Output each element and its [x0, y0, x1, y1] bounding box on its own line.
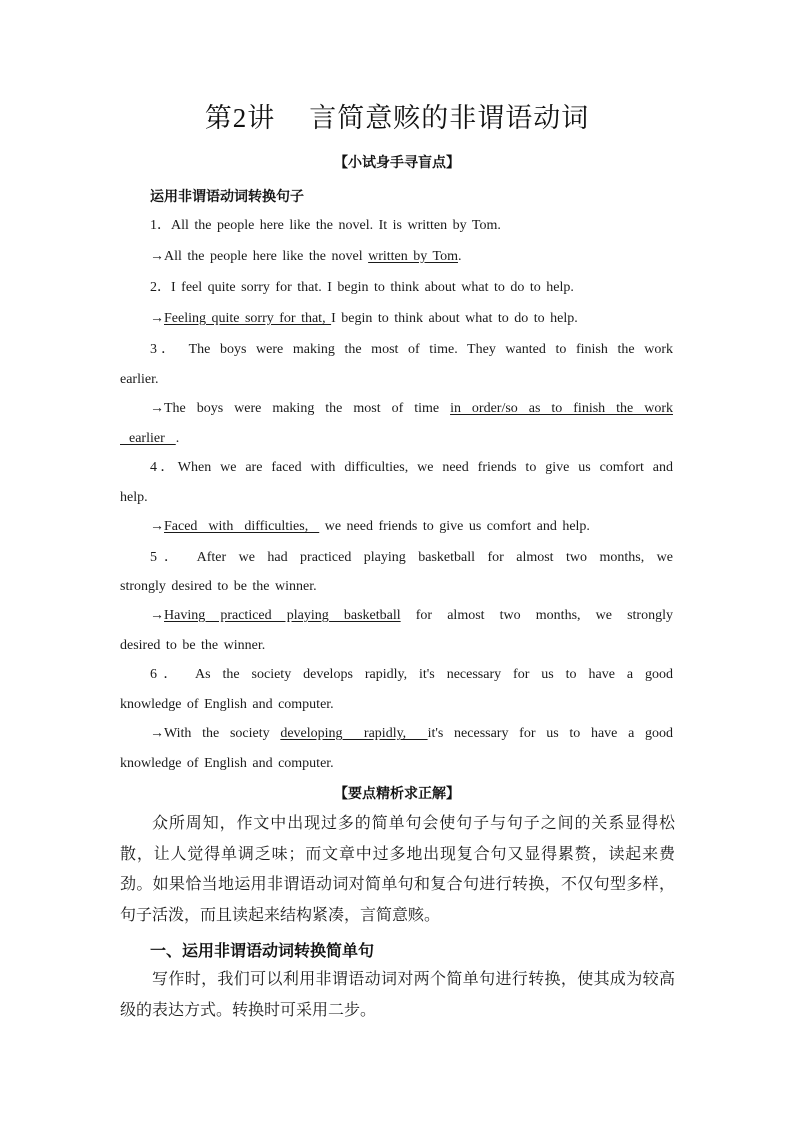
body-paragraph: 写作时，我们可以利用非谓语动词对两个简单句进行转换，使其成为较高级的表达方式。转换时可采用二步。	[120, 969, 675, 1019]
exercise-6-answer-line2: knowledge of English and computer.	[120, 756, 334, 771]
exercise-5-question-line1: 5． After we had practiced playing basketball for almost two months, we	[150, 550, 673, 565]
exercise-4-answer: →Faced with difficulties, we need friends to give us comfort and help.	[150, 519, 590, 534]
exercise-1-answer: →All the people here like the novel written by Tom.	[150, 249, 462, 264]
exercise-2-question: 2．I feel quite sorry for that. I begin to think about what to do to help.	[150, 280, 574, 295]
section-heading-practice: 【小试身手寻盲点】	[334, 155, 460, 171]
exercise-4-question-line1: 4．When we are faced with difficulties, we need friends to give us comfort and	[150, 460, 673, 475]
exercise-3-answer-line1: →The boys were making the most of time in order/so as to finish the work	[150, 401, 673, 416]
exercise-4-question-line2: help.	[120, 490, 148, 505]
exercise-1-question: 1．All the people here like the novel. It is written by Tom.	[150, 218, 501, 233]
exercise-6-question-line1: 6． As the society develops rapidly, it's necessary for us to have a good	[150, 667, 673, 682]
exercise-5-answer-line2: desired to be the winner.	[120, 638, 266, 653]
exercise-3-question-line2: earlier.	[120, 372, 159, 387]
exercise-6-question-line2: knowledge of English and computer.	[120, 697, 334, 712]
exercise-5-answer-line1: →Having practiced playing basketball for almost two months, we strongly	[150, 608, 673, 623]
exercise-2-answer: →Feeling quite sorry for that, I begin to think about what to do to help.	[150, 311, 578, 326]
page-title: 第2讲 言简意赅的非谓语动词	[204, 103, 590, 134]
section-heading-key-points: 【要点精析求正解】	[334, 786, 460, 802]
exercise-5-question-line2: strongly desired to be the winner.	[120, 579, 317, 594]
subheading-simple-sentence: 一、运用非谓语动词转换简单句	[150, 941, 375, 960]
subheading-transform: 运用非谓语动词转换句子	[150, 189, 304, 205]
exercise-3-question-line1: 3． The boys were making the most of time. They wanted to finish the work	[150, 342, 673, 357]
exercise-3-answer-line2: earlier .	[120, 431, 180, 446]
intro-paragraph: 众所周知，作文中出现过多的简单句会使句子与句子之间的关系显得松散，让人觉得单调乏味；而文章中过多地出现复合句又显得累赘，读起来费劲。如果恰当地运用非谓语动词对简单句和复合句进行转换，不仅句型多样，句子活泼，而且读起来结构紧凑，言简意赅。	[120, 813, 675, 924]
exercise-6-answer-line1: →With the society developing rapidly, it's necessary for us to have a good	[150, 726, 673, 741]
